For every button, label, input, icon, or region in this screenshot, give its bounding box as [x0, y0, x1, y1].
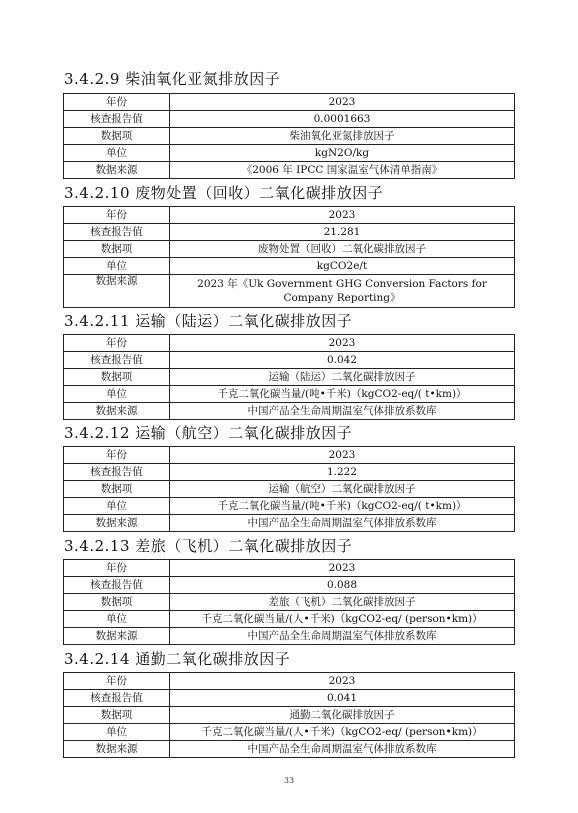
row-value: 运输（陆运）二氧化碳排放因子	[170, 369, 515, 386]
table-row	[64, 162, 515, 179]
table-row	[64, 94, 515, 111]
table-row	[64, 498, 515, 515]
row-value: 2023	[170, 207, 515, 224]
row-value: 2023	[170, 560, 515, 577]
row-label: 数据来源	[64, 741, 170, 758]
row-label: 核查报告值	[64, 577, 170, 594]
row-label: 核查报告值	[64, 690, 170, 707]
section-heading-business-travel-co2: 3.4.2.13 差旅（飞机）二氧化碳排放因子	[64, 537, 353, 555]
page-number: 33	[283, 776, 295, 785]
row-value: kgN2O/kg	[170, 145, 515, 162]
row-label: 年份	[64, 335, 170, 352]
table-row	[64, 207, 515, 224]
table-row	[64, 741, 515, 758]
row-label: 单位	[64, 611, 170, 628]
row-value: 千克二氧化碳当量/(人•千米)（kgCO2-eq/ (person•km)）	[170, 724, 515, 741]
row-value: 2023	[170, 335, 515, 352]
row-label: 数据来源	[64, 515, 170, 532]
table-row	[64, 275, 515, 308]
row-value: 1.222	[170, 464, 515, 481]
table-row	[64, 707, 515, 724]
table-row	[64, 673, 515, 690]
table-row	[64, 724, 515, 741]
table-row	[64, 628, 515, 645]
section-heading-land-transport-co2: 3.4.2.11 运输（陆运）二氧化碳排放因子	[64, 312, 353, 330]
row-value: 0.088	[170, 577, 515, 594]
row-label: 年份	[64, 207, 170, 224]
row-value: 中国产品全生命周期温室气体排放系数库	[170, 403, 515, 420]
row-value: 《2006 年 IPCC 国家温室气体清单指南》	[170, 162, 515, 179]
row-label: 数据来源	[64, 403, 170, 420]
row-value: 通勤二氧化碳排放因子	[170, 707, 515, 724]
row-value: 千克二氧化碳当量/(人•千米)（kgCO2-eq/ (person•km)）	[170, 611, 515, 628]
table-row	[64, 335, 515, 352]
row-label: 单位	[64, 498, 170, 515]
row-value: 0.042	[170, 352, 515, 369]
table-row	[64, 369, 515, 386]
row-value: kgCO2e/t	[170, 258, 515, 275]
table-row	[64, 515, 515, 532]
table-row	[64, 145, 515, 162]
business-travel-co2-table	[63, 559, 515, 645]
row-value: 0.0001663	[170, 111, 515, 128]
row-label: 数据项	[64, 128, 170, 145]
section-heading-air-transport-co2: 3.4.2.12 运输（航空）二氧化碳排放因子	[64, 424, 353, 442]
row-label: 核查报告值	[64, 464, 170, 481]
row-value: 中国产品全生命周期温室气体排放系数库	[170, 628, 515, 645]
table-row	[64, 352, 515, 369]
row-label: 数据项	[64, 481, 170, 498]
row-value: 2023	[170, 94, 515, 111]
diesel-n2o-table	[63, 93, 515, 179]
table-row	[64, 111, 515, 128]
row-value: 千克二氧化碳当量/(吨•千米)（kgCO2-eq/( t•km)）	[170, 386, 515, 403]
row-value: 2023 年《Uk Government GHG Conversion Factors for Company Reporting》	[170, 275, 515, 308]
table-row	[64, 403, 515, 420]
row-value: 千克二氧化碳当量/(吨•千米)（kgCO2-eq/( t•km)）	[170, 498, 515, 515]
row-label: 数据项	[64, 241, 170, 258]
table-row	[64, 577, 515, 594]
row-label: 核查报告值	[64, 111, 170, 128]
table-row	[64, 386, 515, 403]
table-row	[64, 481, 515, 498]
row-value: 0.041	[170, 690, 515, 707]
row-label: 数据来源	[64, 162, 170, 179]
row-value: 2023	[170, 447, 515, 464]
table-row	[64, 560, 515, 577]
row-label: 数据来源	[64, 275, 170, 308]
row-label: 数据来源	[64, 628, 170, 645]
table-row	[64, 611, 515, 628]
row-label: 年份	[64, 447, 170, 464]
row-value: 运输（航空）二氧化碳排放因子	[170, 481, 515, 498]
row-label: 数据项	[64, 707, 170, 724]
section-heading-waste-co2: 3.4.2.10 废物处置（回收）二氧化碳排放因子	[64, 184, 384, 202]
table-row	[64, 224, 515, 241]
waste-co2-table	[63, 206, 515, 308]
table-row	[64, 594, 515, 611]
row-label: 单位	[64, 258, 170, 275]
row-label: 数据项	[64, 369, 170, 386]
commute-co2-table	[63, 672, 515, 758]
row-value: 废物处置（回收）二氧化碳排放因子	[170, 241, 515, 258]
row-value: 21.281	[170, 224, 515, 241]
row-label: 年份	[64, 560, 170, 577]
table-row	[64, 128, 515, 145]
row-label: 数据项	[64, 594, 170, 611]
row-label: 核查报告值	[64, 352, 170, 369]
table-row	[64, 258, 515, 275]
row-value: 柴油氧化亚氮排放因子	[170, 128, 515, 145]
row-label: 单位	[64, 386, 170, 403]
table-row	[64, 464, 515, 481]
land-transport-co2-table	[63, 334, 515, 420]
row-label: 核查报告值	[64, 224, 170, 241]
table-row	[64, 690, 515, 707]
row-value: 差旅（飞机）二氧化碳排放因子	[170, 594, 515, 611]
table-row	[64, 447, 515, 464]
air-transport-co2-table	[63, 446, 515, 532]
row-label: 年份	[64, 673, 170, 690]
row-value: 中国产品全生命周期温室气体排放系数库	[170, 741, 515, 758]
row-label: 单位	[64, 145, 170, 162]
row-value: 中国产品全生命周期温室气体排放系数库	[170, 515, 515, 532]
row-label: 单位	[64, 724, 170, 741]
row-value: 2023	[170, 673, 515, 690]
section-heading-commute-co2: 3.4.2.14 通勤二氧化碳排放因子	[64, 650, 291, 668]
row-label: 年份	[64, 94, 170, 111]
table-row	[64, 241, 515, 258]
section-heading-diesel-n2o: 3.4.2.9 柴油氧化亚氮排放因子	[64, 70, 281, 88]
